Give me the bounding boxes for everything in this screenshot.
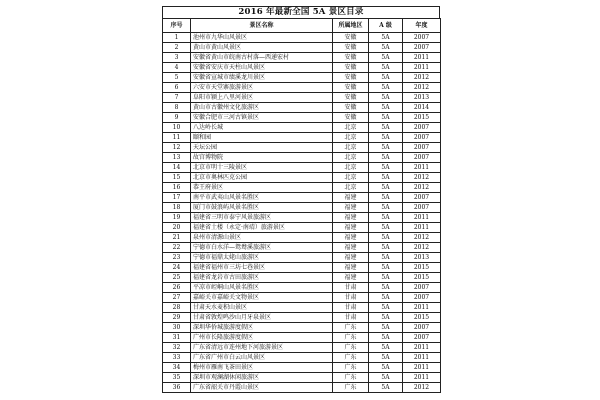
cell-region: 北京 xyxy=(333,123,369,133)
cell-year: 2014 xyxy=(403,103,441,113)
cell-region: 安徽 xyxy=(333,73,369,83)
cell-region: 安徽 xyxy=(333,113,369,123)
cell-region: 北京 xyxy=(333,163,369,173)
cell-name: 泉州市清源山景区 xyxy=(191,233,333,243)
cell-grade: 5A xyxy=(369,143,403,153)
cell-index: 13 xyxy=(163,153,191,163)
scenic-area-table xyxy=(162,18,441,393)
cell-year: 2007 xyxy=(403,293,441,303)
cell-year: 2011 xyxy=(403,163,441,173)
cell-region: 福建 xyxy=(333,253,369,263)
cell-grade: 5A xyxy=(369,263,403,273)
cell-region: 福建 xyxy=(333,243,369,253)
table-row xyxy=(163,183,441,193)
cell-grade: 5A xyxy=(369,253,403,263)
cell-year: 2015 xyxy=(403,273,441,283)
cell-region: 广东 xyxy=(333,373,369,383)
table-row xyxy=(163,123,441,133)
cell-index: 27 xyxy=(163,293,191,303)
cell-name: 颐和园 xyxy=(191,133,333,143)
cell-region: 广东 xyxy=(333,323,369,333)
table-row xyxy=(163,113,441,123)
cell-region: 福建 xyxy=(333,193,369,203)
cell-year: 2012 xyxy=(403,83,441,93)
header-grade: A 级 xyxy=(369,19,403,33)
cell-index: 33 xyxy=(163,353,191,363)
cell-year: 2007 xyxy=(403,203,441,213)
table-row xyxy=(163,323,441,333)
cell-name: 梅州市雁南飞茶田景区 xyxy=(191,363,333,373)
cell-index: 32 xyxy=(163,343,191,353)
cell-region: 安徽 xyxy=(333,93,369,103)
cell-grade: 5A xyxy=(369,203,403,213)
cell-name: 广东省广州市白云山风景区 xyxy=(191,353,333,363)
table-row xyxy=(163,233,441,243)
cell-name: 福建省土楼（永定·南靖）旅游景区 xyxy=(191,223,333,233)
cell-name: 黄山市古徽州文化旅游区 xyxy=(191,103,333,113)
cell-index: 29 xyxy=(163,313,191,323)
cell-name: 宁德市福鼎太姥山旅游区 xyxy=(191,253,333,263)
cell-year: 2007 xyxy=(403,193,441,203)
cell-name: 六安市天堂寨旅游景区 xyxy=(191,83,333,93)
cell-year: 2012 xyxy=(403,233,441,243)
cell-region: 北京 xyxy=(333,133,369,143)
cell-name: 福建省龙岩市古田旅游区 xyxy=(191,273,333,283)
cell-index: 22 xyxy=(163,243,191,253)
cell-region: 广东 xyxy=(333,363,369,373)
table-row xyxy=(163,273,441,283)
table-row xyxy=(163,103,441,113)
cell-year: 2015 xyxy=(403,263,441,273)
cell-index: 14 xyxy=(163,163,191,173)
cell-grade: 5A xyxy=(369,223,403,233)
cell-year: 2015 xyxy=(403,113,441,123)
cell-region: 北京 xyxy=(333,173,369,183)
cell-grade: 5A xyxy=(369,383,403,393)
cell-index: 16 xyxy=(163,183,191,193)
table-row xyxy=(163,243,441,253)
cell-region: 甘肃 xyxy=(333,313,369,323)
cell-year: 2007 xyxy=(403,143,441,153)
cell-index: 10 xyxy=(163,123,191,133)
cell-index: 26 xyxy=(163,283,191,293)
cell-region: 安徽 xyxy=(333,103,369,113)
cell-year: 2011 xyxy=(403,373,441,383)
cell-region: 北京 xyxy=(333,143,369,153)
cell-index: 21 xyxy=(163,233,191,243)
cell-year: 2007 xyxy=(403,323,441,333)
cell-year: 2013 xyxy=(403,93,441,103)
cell-region: 安徽 xyxy=(333,83,369,93)
cell-year: 2011 xyxy=(403,303,441,313)
cell-index: 15 xyxy=(163,173,191,183)
cell-year: 2011 xyxy=(403,53,441,63)
cell-name: 福建省福州市三坊七巷景区 xyxy=(191,263,333,273)
cell-year: 2011 xyxy=(403,213,441,223)
cell-year: 2012 xyxy=(403,173,441,183)
table-row xyxy=(163,213,441,223)
cell-grade: 5A xyxy=(369,273,403,283)
cell-region: 安徽 xyxy=(333,43,369,53)
table-row xyxy=(163,173,441,183)
table-row xyxy=(163,373,441,383)
cell-year: 2012 xyxy=(403,383,441,393)
cell-name: 广州市长隆旅游度假区 xyxy=(191,333,333,343)
cell-year: 2013 xyxy=(403,253,441,263)
document-sheet xyxy=(162,6,448,400)
header-region: 所属地区 xyxy=(333,19,369,33)
cell-grade: 5A xyxy=(369,123,403,133)
table-row xyxy=(163,43,441,53)
cell-index: 1 xyxy=(163,33,191,43)
cell-year: 2011 xyxy=(403,353,441,363)
cell-region: 北京 xyxy=(333,153,369,163)
cell-name: 宁德市白水洋—鸳鸯溪旅游区 xyxy=(191,243,333,253)
cell-index: 9 xyxy=(163,113,191,123)
cell-region: 安徽 xyxy=(333,33,369,43)
table-row xyxy=(163,73,441,83)
cell-name: 福建省三明市泰宁风景旅游区 xyxy=(191,213,333,223)
table-row xyxy=(163,333,441,343)
cell-name: 深圳华侨城旅游度假区 xyxy=(191,323,333,333)
cell-year: 2007 xyxy=(403,43,441,53)
cell-name: 嘉峪关市嘉峪关文物景区 xyxy=(191,293,333,303)
cell-region: 甘肃 xyxy=(333,283,369,293)
cell-region: 福建 xyxy=(333,213,369,223)
cell-grade: 5A xyxy=(369,83,403,93)
cell-grade: 5A xyxy=(369,233,403,243)
cell-name: 北京市奥林匹克公园 xyxy=(191,173,333,183)
cell-region: 安徽 xyxy=(333,53,369,63)
cell-name: 深圳市观澜湖休闲旅游区 xyxy=(191,373,333,383)
cell-region: 福建 xyxy=(333,203,369,213)
cell-grade: 5A xyxy=(369,103,403,113)
table-row xyxy=(163,313,441,323)
cell-region: 福建 xyxy=(333,273,369,283)
cell-grade: 5A xyxy=(369,113,403,123)
cell-grade: 5A xyxy=(369,303,403,313)
cell-index: 5 xyxy=(163,73,191,83)
cell-index: 3 xyxy=(163,53,191,63)
cell-year: 2012 xyxy=(403,243,441,253)
cell-name: 甘肃天水麦积山景区 xyxy=(191,303,333,313)
cell-index: 25 xyxy=(163,273,191,283)
cell-name: 平凉市崆峒山风景名胜区 xyxy=(191,283,333,293)
cell-name: 八达岭长城 xyxy=(191,123,333,133)
cell-index: 12 xyxy=(163,143,191,153)
table-row xyxy=(163,53,441,63)
table-row xyxy=(163,153,441,163)
cell-grade: 5A xyxy=(369,163,403,173)
cell-grade: 5A xyxy=(369,213,403,223)
table-row xyxy=(163,143,441,153)
cell-year: 2011 xyxy=(403,343,441,353)
cell-year: 2011 xyxy=(403,223,441,233)
cell-region: 福建 xyxy=(333,223,369,233)
cell-region: 安徽 xyxy=(333,63,369,73)
table-row xyxy=(163,303,441,313)
table-row xyxy=(163,363,441,373)
cell-index: 36 xyxy=(163,383,191,393)
cell-grade: 5A xyxy=(369,153,403,163)
cell-index: 31 xyxy=(163,333,191,343)
cell-name: 安徽省宣城市绩溪龙川景区 xyxy=(191,73,333,83)
cell-grade: 5A xyxy=(369,53,403,63)
cell-index: 11 xyxy=(163,133,191,143)
table-row xyxy=(163,293,441,303)
cell-index: 18 xyxy=(163,203,191,213)
cell-name: 南平市武夷山风景名胜区 xyxy=(191,193,333,203)
cell-name: 故宫博物院 xyxy=(191,153,333,163)
cell-region: 广东 xyxy=(333,333,369,343)
cell-name: 厦门市鼓浪屿风景名胜区 xyxy=(191,203,333,213)
table-header-row xyxy=(163,19,441,33)
cell-index: 4 xyxy=(163,63,191,73)
cell-grade: 5A xyxy=(369,173,403,183)
cell-grade: 5A xyxy=(369,243,403,253)
cell-name: 安徽省安庆市天柱山风景区 xyxy=(191,63,333,73)
cell-grade: 5A xyxy=(369,363,403,373)
cell-name: 池州市九华山风景区 xyxy=(191,33,333,43)
cell-index: 20 xyxy=(163,223,191,233)
cell-index: 30 xyxy=(163,323,191,333)
cell-grade: 5A xyxy=(369,343,403,353)
cell-name: 恭王府景区 xyxy=(191,183,333,193)
table-row xyxy=(163,253,441,263)
cell-year: 2011 xyxy=(403,363,441,373)
header-index: 序号 xyxy=(163,19,191,33)
table-row xyxy=(163,383,441,393)
cell-year: 2012 xyxy=(403,183,441,193)
cell-index: 35 xyxy=(163,373,191,383)
cell-region: 甘肃 xyxy=(333,293,369,303)
cell-name: 安徽合肥市三河古镇景区 xyxy=(191,113,333,123)
cell-grade: 5A xyxy=(369,63,403,73)
cell-grade: 5A xyxy=(369,313,403,323)
table-body xyxy=(163,33,441,393)
cell-index: 28 xyxy=(163,303,191,313)
cell-index: 17 xyxy=(163,193,191,203)
cell-name: 北京市明十三陵景区 xyxy=(191,163,333,173)
table-row xyxy=(163,63,441,73)
table-row xyxy=(163,343,441,353)
cell-grade: 5A xyxy=(369,323,403,333)
table-row xyxy=(163,133,441,143)
cell-region: 广东 xyxy=(333,343,369,353)
cell-grade: 5A xyxy=(369,33,403,43)
cell-grade: 5A xyxy=(369,43,403,53)
cell-name: 广东省清远市连州地下河旅游景区 xyxy=(191,343,333,353)
table-row xyxy=(163,93,441,103)
table-row xyxy=(163,263,441,273)
cell-region: 广东 xyxy=(333,383,369,393)
cell-year: 2007 xyxy=(403,123,441,133)
cell-name: 黄山市黄山风景区 xyxy=(191,43,333,53)
header-name: 景区名称 xyxy=(191,19,333,33)
cell-year: 2012 xyxy=(403,73,441,83)
cell-grade: 5A xyxy=(369,133,403,143)
cell-name: 广东省韶关市丹霞山景区 xyxy=(191,383,333,393)
cell-index: 19 xyxy=(163,213,191,223)
cell-index: 7 xyxy=(163,93,191,103)
cell-grade: 5A xyxy=(369,293,403,303)
table-row xyxy=(163,163,441,173)
header-year: 年度 xyxy=(403,19,441,33)
cell-grade: 5A xyxy=(369,93,403,103)
cell-region: 甘肃 xyxy=(333,303,369,313)
cell-year: 2007 xyxy=(403,33,441,43)
cell-grade: 5A xyxy=(369,373,403,383)
cell-grade: 5A xyxy=(369,283,403,293)
cell-grade: 5A xyxy=(369,73,403,83)
cell-grade: 5A xyxy=(369,353,403,363)
cell-index: 2 xyxy=(163,43,191,53)
cell-grade: 5A xyxy=(369,183,403,193)
table-row xyxy=(163,33,441,43)
cell-year: 2007 xyxy=(403,333,441,343)
cell-region: 北京 xyxy=(333,183,369,193)
cell-name: 甘肃省敦煌鸣沙山月牙泉景区 xyxy=(191,313,333,323)
cell-name: 阜阳市颍上八里河景区 xyxy=(191,93,333,103)
cell-index: 34 xyxy=(163,363,191,373)
cell-index: 23 xyxy=(163,253,191,263)
cell-name: 安徽省黄山市皖南古村落—西递宏村 xyxy=(191,53,333,63)
cell-grade: 5A xyxy=(369,333,403,343)
cell-region: 福建 xyxy=(333,263,369,273)
table-row xyxy=(163,283,441,293)
cell-year: 2007 xyxy=(403,153,441,163)
table-row xyxy=(163,223,441,233)
cell-region: 福建 xyxy=(333,233,369,243)
cell-name: 天坛公园 xyxy=(191,143,333,153)
table-row xyxy=(163,83,441,93)
cell-index: 6 xyxy=(163,83,191,93)
table-row xyxy=(163,193,441,203)
cell-year: 2007 xyxy=(403,133,441,143)
cell-grade: 5A xyxy=(369,193,403,203)
cell-year: 2007 xyxy=(403,283,441,293)
table-row xyxy=(163,203,441,213)
cell-year: 2015 xyxy=(403,313,441,323)
cell-index: 24 xyxy=(163,263,191,273)
document-title: 2016 年最新全国 5A 景区目录 xyxy=(162,6,440,18)
cell-index: 8 xyxy=(163,103,191,113)
table-row xyxy=(163,353,441,363)
cell-region: 广东 xyxy=(333,353,369,363)
cell-year: 2011 xyxy=(403,63,441,73)
